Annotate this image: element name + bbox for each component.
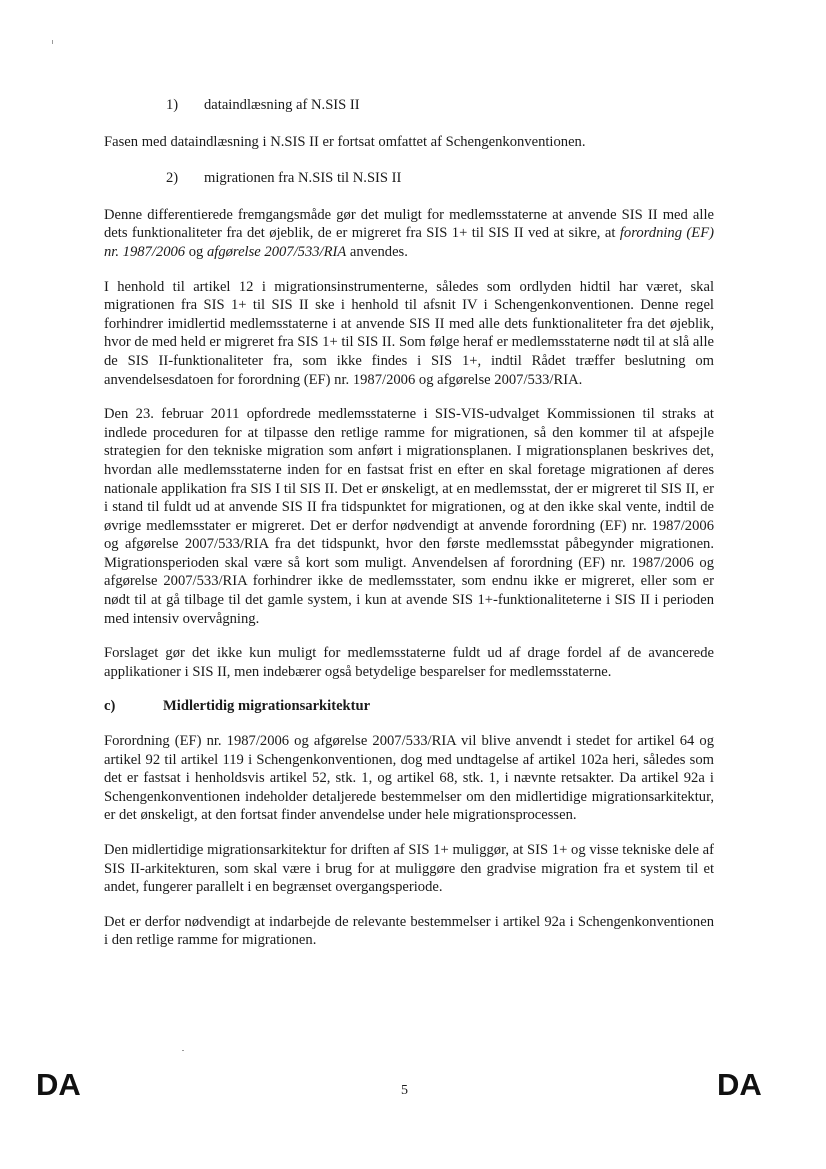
item-title: dataindlæsning af N.SIS II [204,97,360,113]
regulation-reference: forordning (EF) nr. 1987/2006 [104,225,714,260]
page-number: 5 [401,1083,408,1098]
decision-reference: afgørelse 2007/533/RIA [206,243,347,260]
paragraph-end: anvendes. [346,243,408,260]
scan-speck [182,1050,184,1051]
paragraph: Forordning (EF) nr. 1987/2006 og afgørelse 2007/533/RIA vil blive anvendt i stedet for artikel 64 og artikel 92 til artikel 119 i Schengenkonventionen, dog med undtagelse af artikel 102a heri, således som det er fastsat i henholdsvis artikel 52, stk. 1, og artikel 68, stk. 1, i nævnte retsakter. Da artikel 92a i Schengenkonventionen indeholder detaljerede bestemmelser om den midlertidige migrationsarkitektur, er det ønskeligt, at den fortsat finder anvendelse under hele migrationsprocessen. [104,733,714,824]
numbered-item-1 [166,96,714,115]
item-number: 1) [166,97,179,113]
heading-title: Midlertidig migrationsarkitektur [163,698,371,715]
conjunction: og [185,243,207,260]
paragraph: Forslaget gør det ikke kun muligt for medlemsstaterne fuldt ud af drage fordel af de avancerede applikationer i SIS II, men indebærer også betydelige besparelser for medlemsstaterne. [104,645,714,680]
paragraph: Den midlertidige migrationsarkitektur for driften af SIS 1+ muliggør, at SIS 1+ og visse tekniske dele af SIS II-arkitekturen, som skal være i brug for at muliggøre den gradvise migration fra et system til et andet, fungerer parallelt i en begrænset overgangsperiode. [104,842,714,896]
item-title: migrationen fra N.SIS til N.SIS II [204,170,402,187]
language-code-left: DA [36,1067,81,1102]
section-heading-c [104,697,714,716]
paragraph-text: Denne differentierede fremgangsmåde gør det muligt for medlemsstaterne at anvende SIS II med alle dets funktionaliteter fra det øjeblik, de er migreret fra SIS 1+ til SIS II ved at sikre, at [104,206,714,242]
paragraph: Fasen med dataindlæsning i N.SIS II er fortsat omfattet af Schengenkonventionen. [104,133,586,150]
scan-speck [52,40,53,44]
document-body [104,96,714,950]
item-number: 2) [166,170,179,187]
paragraph: I henhold til artikel 12 i migrationsinstrumenterne, således som ordlyden hidtil har været, skal migrationen fra SIS 1+ til SIS II ske i henhold til afsnit IV i Schengenkonventionen. Denne regel forhindrer imidlertid medlemsstaterne i at anvende SIS II med alle dets funktionaliteter fra det øjeblik, hvor de med held er migreret fra SIS 1+ til SIS II. Som følge heraf er medlemsstaterne nødt til at slå alle de SIS II-funktionaliteter fra, som ikke findes i SIS 1+, indtil Rådet træffer beslutning om anvendelsesdatoen for forordning (EF) nr. 1987/2006 og afgørelse 2007/533/RIA. [104,278,714,388]
paragraph-with-references [104,206,714,262]
paragraph: Den 23. februar 2011 opfordrede medlemsstaterne i SIS-VIS-udvalget Kommissionen til straks at indlede proceduren for at tilpasse den retlige ramme for migrationen, så den kommer til at afspejle strategien for den tekniske migration som anført i migrationsplanen. I migrationsplanen beskrives det, hvordan alle medlemsstaterne inden for en fastsat frist en efter en skal foretage migrationen af deres nationale applikation fra SIS I til SIS II. Det er ønskeligt, at en medlemsstat, der er migreret til SIS II, er i stand til fuldt ud at anvende SIS II fra tidspunktet for migrationen, og at den ikke skal vente, indtil de øvrige medlemsstater er migreret. Det er derfor nødvendigt at anvende forordning (EF) nr. 1987/2006 og afgørelse 2007/533/RIA fra det tidspunkt, hvor den første medlemsstat påbegynder migrationen. Migrationsperioden skal være så kort som muligt. Anvendelsen af forordning (EF) nr. 1987/2006 og afgørelse 2007/533/RIA forhindrer ikke de medlemsstater, som endnu ikke er migreret, eller som er nødt til at gå tilbage til det gamle system, i kun at avende SIS 1+-funktionaliteterne i SIS II i perioden med intensiv overvågning. [104,406,714,627]
paragraph: Det er derfor nødvendigt at indarbejde de relevante bestemmelser i artikel 92a i Schengenkonventionen i den retlige ramme for migrationen. [104,913,714,949]
numbered-item-2 [166,169,714,188]
language-code-right: DA [717,1067,762,1102]
heading-number: c) [104,698,116,715]
